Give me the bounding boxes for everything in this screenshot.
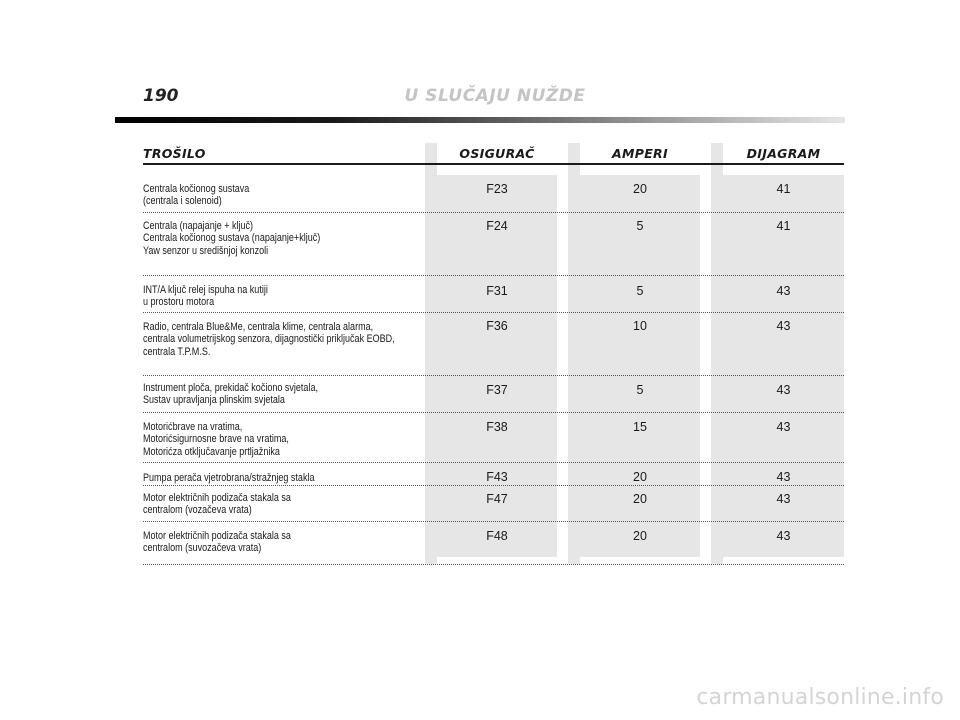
amps-value: 20 [633, 470, 647, 484]
row-divider [143, 564, 844, 565]
diagram-value: 43 [776, 470, 791, 484]
row-divider [143, 485, 844, 486]
diagram-value: 43 [776, 420, 791, 434]
column-header-amps: AMPERI [612, 146, 668, 161]
amps-value: 5 [636, 219, 644, 233]
diagram-value: 41 [776, 219, 791, 233]
amps-value: 20 [633, 529, 647, 543]
diagram-column-band [711, 143, 723, 564]
table-row-consumer [143, 530, 364, 555]
table-row-consumer [143, 183, 364, 208]
amps-value: 10 [633, 319, 647, 333]
consumer-line: Motorićza otključavanje prtljažnika [143, 445, 280, 458]
consumer-line: Motorićbrave na vratima, [143, 421, 243, 433]
diagram-value: 43 [776, 383, 791, 397]
consumer-line: Motor električnih podizača stakala sa [143, 530, 291, 542]
table-row-consumer [143, 472, 364, 484]
diagram-value: 43 [776, 319, 791, 333]
consumer-line: Motorićsigurnosne brave na vratima, [143, 433, 289, 446]
consumer-line: Instrument ploča, prekidač kočiono svjetala, [143, 382, 318, 394]
consumer-line: Centrala kočionog sustava (napajanje+ključ) [143, 232, 321, 245]
amps-value: 15 [633, 420, 647, 434]
column-header-fuse: OSIGURAČ [459, 146, 535, 161]
fuse-value: F47 [486, 492, 508, 506]
table-row-consumer [143, 321, 395, 358]
diagram-value: 43 [776, 284, 791, 298]
row-divider [143, 412, 844, 413]
table-row-consumer [143, 492, 364, 517]
consumer-line: Yaw senzor u središnjoj konzoli [143, 244, 269, 257]
consumer-line: Sustav upravljanja plinskim svjetala [143, 394, 285, 407]
consumer-line: Pumpa perača vjetrobrana/stražnjeg stakla [143, 472, 315, 484]
consumer-line: Motor električnih podizača stakala sa [143, 492, 291, 504]
fuse-value: F38 [486, 420, 508, 434]
fuse-value: F23 [486, 182, 508, 196]
diagram-value: 41 [776, 182, 791, 196]
row-divider [143, 312, 844, 313]
amps-value: 5 [636, 383, 644, 397]
row-divider [143, 462, 844, 463]
fuse-value: F48 [486, 529, 508, 543]
fuse-column-band [425, 143, 437, 564]
row-divider [143, 375, 844, 376]
amps-value: 5 [636, 284, 644, 298]
consumer-line: centrala T.P.M.S. [143, 345, 211, 358]
consumer-line: centralom (suvozačeva vrata) [143, 542, 262, 555]
diagram-value: 43 [776, 492, 791, 506]
consumer-line: Centrala (napajanje + ključ) [143, 220, 254, 232]
consumer-line: (centrala i solenoid) [143, 195, 222, 208]
fuse-value: F37 [486, 383, 508, 397]
amps-value: 20 [633, 492, 647, 506]
watermark: carmanualsonline.info [696, 685, 944, 710]
column-header-consumer: TROŠILO [143, 146, 206, 161]
table-row-consumer [143, 220, 364, 257]
consumer-line: Radio, centrala Blue&Me, centrala klime, centrala alarma, [143, 321, 374, 333]
table-row-consumer [143, 421, 364, 458]
table-row-consumer [143, 382, 364, 407]
table-row-consumer [143, 284, 364, 309]
fuse-value: F24 [486, 219, 508, 233]
row-divider [143, 521, 844, 522]
fuse-value: F31 [486, 284, 508, 298]
fuse-value: F43 [486, 470, 508, 484]
row-divider [143, 212, 844, 213]
column-header-rule [143, 163, 844, 165]
section-title: U SLUČAJU NUŽDE [404, 86, 586, 106]
consumer-line: u prostoru motora [143, 296, 215, 309]
consumer-line: centralom (vozačeva vrata) [143, 504, 252, 517]
row-divider [143, 275, 844, 276]
consumer-line: Centrala kočionog sustava [143, 183, 250, 195]
header-rule [115, 117, 845, 123]
consumer-line: centrala volumetrijskog senzora, dijagnostički priključak EOBD, [143, 333, 395, 346]
diagram-value: 43 [776, 529, 791, 543]
page-number: 190 [143, 86, 179, 106]
fuse-value: F36 [486, 319, 508, 333]
amps-column-band [568, 143, 580, 564]
amps-value: 20 [633, 182, 647, 196]
column-header-diagram: DIJAGRAM [746, 146, 821, 161]
consumer-line: INT/A ključ relej ispuha na kutiji [143, 284, 268, 296]
